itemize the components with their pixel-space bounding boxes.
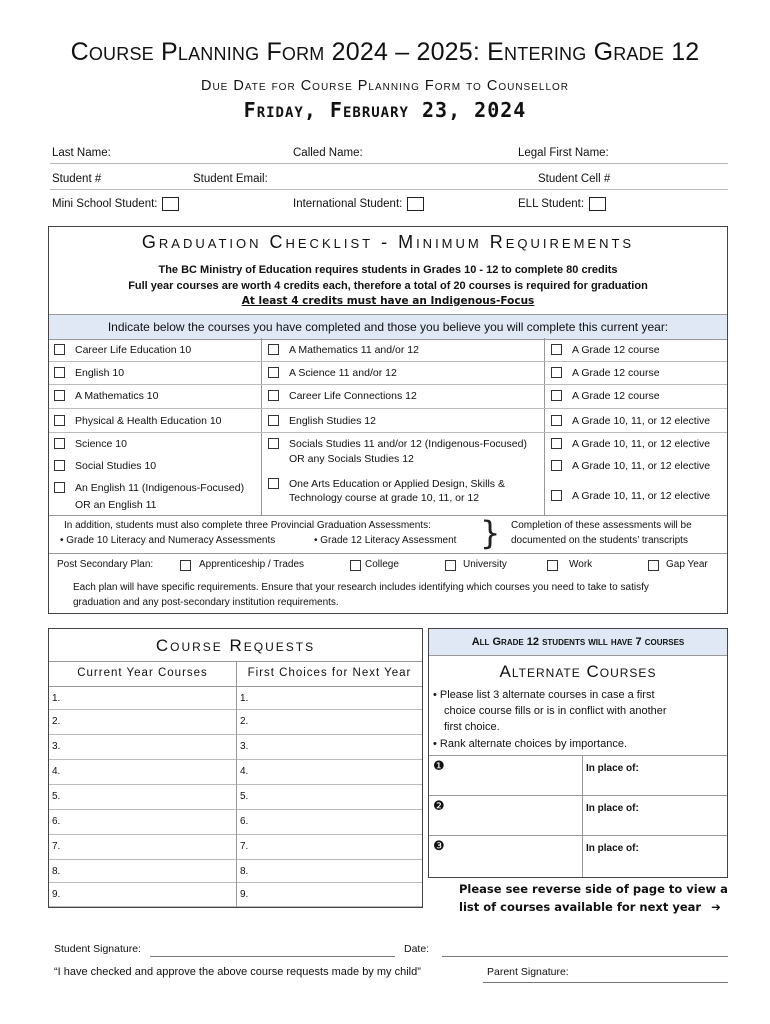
- in-place-of-label: In place of:: [586, 843, 639, 854]
- column-divider: [544, 338, 545, 515]
- checkbox-phe-10[interactable]: [54, 415, 65, 426]
- ell-label: ELL Student:: [518, 198, 585, 211]
- reverse-side-note: [459, 900, 721, 914]
- divider: [429, 795, 727, 796]
- rank-3-icon: ❸: [433, 839, 445, 854]
- next-year-course-input[interactable]: [237, 687, 422, 710]
- post-option: Gap Year: [666, 559, 708, 570]
- row-number: 2.: [240, 716, 249, 727]
- rank-2-icon: ❷: [433, 799, 445, 814]
- row-divider: [49, 553, 727, 554]
- alternate-instruction: choice course fills or is in conflict with another: [444, 705, 667, 717]
- current-year-course-input[interactable]: [49, 735, 236, 760]
- checkbox-apprenticeship[interactable]: [180, 560, 191, 571]
- row-number: 5.: [52, 791, 61, 802]
- alternate-instruction: first choice.: [444, 721, 500, 733]
- checkbox-arts-adst[interactable]: [268, 478, 279, 489]
- divider: [429, 835, 727, 836]
- date-line[interactable]: [442, 956, 728, 957]
- row-divider: [49, 384, 727, 385]
- date-label: Date:: [404, 943, 430, 955]
- row-number: 3.: [52, 741, 61, 752]
- divider: [50, 163, 728, 164]
- checklist-credits-line: The BC Ministry of Education requires students in Grades 10 - 12 to complete 80 credits: [158, 264, 618, 276]
- next-year-course-input[interactable]: [237, 760, 422, 785]
- row-number: 1.: [52, 693, 61, 704]
- checkbox-elective[interactable]: [551, 490, 562, 501]
- assessment-literacy-numeracy: • Grade 10 Literacy and Numeracy Assessments: [60, 535, 276, 546]
- divider: [429, 755, 727, 756]
- course-item: One Arts Education or Applied Design, Skills &: [289, 478, 505, 490]
- due-date-label: Due Date for Course Planning Form to Counsellor: [200, 78, 570, 94]
- row-number: 7.: [240, 841, 249, 852]
- row-number: 1.: [240, 693, 249, 704]
- checkbox-gap-year[interactable]: [648, 560, 659, 571]
- checkbox-elective[interactable]: [551, 460, 562, 471]
- in-place-of-3-input[interactable]: [586, 858, 724, 873]
- post-option: University: [463, 559, 507, 570]
- row-divider: [49, 432, 727, 433]
- row-divider: [49, 408, 727, 409]
- next-year-course-input[interactable]: [237, 710, 422, 735]
- current-year-header: Current Year Courses: [77, 667, 208, 679]
- column-divider: [582, 755, 583, 877]
- seven-courses-banner: All Grade 12 students will have 7 courses: [429, 629, 727, 656]
- post-option: College: [365, 559, 399, 570]
- assessment-note: documented on the students’ transcripts: [511, 535, 688, 546]
- current-year-course-input[interactable]: [49, 710, 236, 735]
- assessment-intro: In addition, students must also complete three Provincial Graduation Assessments:: [64, 520, 431, 531]
- row-number: 9.: [240, 889, 249, 900]
- last-name-label: Last Name:: [52, 147, 111, 159]
- post-option: Work: [569, 559, 593, 570]
- course-item: A Grade 10, 11, or 12 elective: [572, 460, 711, 472]
- checkbox-grade12-course[interactable]: [551, 344, 562, 355]
- in-place-of-2-input[interactable]: [586, 818, 724, 833]
- row-divider: [49, 515, 727, 516]
- current-year-course-input[interactable]: [49, 785, 236, 810]
- legal-first-name-label: Legal First Name:: [518, 147, 609, 159]
- next-year-course-input[interactable]: [237, 735, 422, 760]
- alternate-courses-title: Alternate Courses: [499, 662, 657, 681]
- in-place-of-label: In place of:: [586, 763, 639, 774]
- assessment-literacy-12: • Grade 12 Literacy Assessment: [314, 535, 457, 546]
- next-year-course-input[interactable]: [237, 785, 422, 810]
- row-number: 4.: [240, 766, 249, 777]
- row-number: 6.: [240, 816, 249, 827]
- next-year-course-input[interactable]: [237, 810, 422, 835]
- row-number: 3.: [240, 741, 249, 752]
- ell-field: [518, 197, 606, 211]
- divider: [50, 189, 728, 190]
- alternate-3-input[interactable]: [450, 838, 578, 874]
- student-signature-line[interactable]: [150, 956, 395, 957]
- in-place-of-1-input[interactable]: [586, 778, 724, 793]
- course-item: Science 10: [75, 438, 127, 450]
- mini-school-checkbox[interactable]: [162, 197, 179, 211]
- mini-school-label: Mini School Student:: [52, 198, 158, 211]
- rank-1-icon: ❶: [433, 759, 445, 774]
- checklist-courses-line: Full year courses are worth 4 credits each, therefore a total of 20 courses is required for graduation: [128, 280, 648, 292]
- parent-signature-line[interactable]: [483, 982, 728, 983]
- current-year-course-input[interactable]: [49, 810, 236, 835]
- parent-signature-label: Parent Signature:: [487, 966, 569, 978]
- course-item: Physical & Health Education 10: [75, 415, 222, 427]
- course-item: A Grade 12 course: [572, 367, 660, 379]
- course-item: A Grade 12 course: [572, 344, 660, 356]
- ell-checkbox[interactable]: [589, 197, 606, 211]
- checkbox-english-studies-12[interactable]: [268, 415, 279, 426]
- row-number: 8.: [240, 866, 249, 877]
- next-year-course-input[interactable]: [237, 860, 422, 883]
- post-option: Apprenticeship / Trades: [199, 559, 305, 570]
- course-item: An English 11 (Indigenous-Focused): [75, 482, 245, 494]
- column-divider: [261, 338, 262, 515]
- student-cell-label: Student Cell #: [538, 173, 611, 185]
- course-item-extra: Technology course at grade 10, 11, or 12: [289, 492, 480, 504]
- checkbox-math-10[interactable]: [54, 390, 65, 401]
- international-checkbox[interactable]: [407, 197, 424, 211]
- course-item: Career Life Connections 12: [289, 390, 417, 402]
- course-item: A Mathematics 10: [75, 390, 159, 402]
- course-item: A Science 11 and/or 12: [289, 367, 397, 379]
- checkbox-math-11-12[interactable]: [268, 344, 279, 355]
- checkbox-work[interactable]: [547, 560, 558, 571]
- checkbox-elective[interactable]: [551, 438, 562, 449]
- international-field: [293, 197, 424, 211]
- course-item: English Studies 12: [289, 415, 376, 427]
- student-email-label: Student Email:: [193, 173, 268, 185]
- form-title: Course Planning Form 2024 – 2025: Entering Grade 12: [70, 38, 700, 66]
- brace-icon: }: [480, 514, 501, 552]
- checkbox-science-10[interactable]: [54, 438, 65, 449]
- checkbox-college[interactable]: [350, 560, 361, 571]
- alternate-rank-instruction: • Rank alternate choices by importance.: [433, 738, 628, 750]
- international-label: International Student:: [293, 198, 403, 211]
- next-year-course-input[interactable]: [237, 835, 422, 860]
- course-item: English 10: [75, 367, 125, 379]
- student-number-label: Student #: [52, 173, 102, 185]
- course-item: A Grade 12 course: [572, 390, 660, 402]
- course-item: A Grade 10, 11, or 12 elective: [572, 490, 711, 502]
- post-secondary-label: Post Secondary Plan:: [57, 559, 154, 570]
- course-item: A Grade 10, 11, or 12 elective: [572, 415, 711, 427]
- due-date: Friday, February 23, 2024: [243, 98, 527, 122]
- current-year-course-input[interactable]: [49, 760, 236, 785]
- checkbox-career-life-ed[interactable]: [54, 344, 65, 355]
- course-item-extra: OR an English 11: [75, 499, 157, 511]
- current-year-course-input[interactable]: [49, 883, 236, 907]
- checkbox-social-studies-10[interactable]: [54, 460, 65, 471]
- parent-approval-statement: “I have checked and approve the above course requests made by my child”: [54, 966, 421, 978]
- alternate-instruction: • Please list 3 alternate courses in case a first: [433, 689, 655, 701]
- next-year-header: First Choices for Next Year: [247, 667, 412, 679]
- row-number: 5.: [240, 791, 249, 802]
- row-number: 4.: [52, 766, 61, 777]
- row-number: 9.: [52, 889, 61, 900]
- checkbox-grade12-course[interactable]: [551, 367, 562, 378]
- checkbox-university[interactable]: [445, 560, 456, 571]
- current-year-course-input[interactable]: [49, 835, 236, 860]
- in-place-of-label: In place of:: [586, 803, 639, 814]
- row-divider: [49, 361, 727, 362]
- mini-school-field: [52, 197, 179, 211]
- current-year-course-input[interactable]: [49, 860, 236, 883]
- alternate-2-input[interactable]: [450, 798, 578, 832]
- checkbox-socials-11-12[interactable]: [268, 438, 279, 449]
- checkbox-grade12-course[interactable]: [551, 390, 562, 401]
- next-year-course-input[interactable]: [237, 883, 422, 907]
- arrow-right-icon: ➔: [711, 900, 721, 914]
- course-requests-title: Course Requests: [155, 636, 316, 655]
- course-item: Social Studies 10: [75, 460, 157, 472]
- post-secondary-note: Each plan will have specific requirements. Ensure that your research includes identifying which courses you need to take to satisfy: [73, 582, 649, 593]
- course-item: A Grade 10, 11, or 12 elective: [572, 438, 711, 450]
- current-year-course-input[interactable]: [49, 687, 236, 710]
- checkbox-elective[interactable]: [551, 415, 562, 426]
- called-name-label: Called Name:: [293, 147, 363, 159]
- checklist-indigenous-line: At least 4 credits must have an Indigenous-Focus: [241, 295, 535, 307]
- checkbox-english-11[interactable]: [54, 482, 65, 493]
- row-number: 8.: [52, 866, 61, 877]
- row-number: 6.: [52, 816, 61, 827]
- alternate-1-input[interactable]: [450, 758, 578, 792]
- course-item: Socials Studies 11 and/or 12 (Indigenous-Focused): [289, 438, 527, 450]
- row-number: 7.: [52, 841, 61, 852]
- assessment-note: Completion of these assessments will be: [511, 520, 692, 531]
- course-item: Career Life Education 10: [75, 344, 192, 356]
- student-signature-label: Student Signature:: [54, 943, 141, 955]
- reverse-side-note: Please see reverse side of page to view a: [459, 882, 728, 896]
- course-item: A Mathematics 11 and/or 12: [289, 344, 419, 356]
- checklist-title: Graduation Checklist - Minimum Requirements: [141, 232, 635, 252]
- post-secondary-note: graduation and any post-secondary institution requirements.: [73, 597, 339, 608]
- checkbox-career-life-connections[interactable]: [268, 390, 279, 401]
- reverse-side-note-text: list of courses available for next year: [459, 900, 702, 914]
- row-number: 2.: [52, 716, 61, 727]
- course-item-extra: OR any Socials Studies 12: [289, 453, 414, 465]
- checkbox-science-11-12[interactable]: [268, 367, 279, 378]
- checklist-instruction: Indicate below the courses you have completed and those you believe you will complete this current year:: [49, 314, 727, 340]
- checkbox-english-10[interactable]: [54, 367, 65, 378]
